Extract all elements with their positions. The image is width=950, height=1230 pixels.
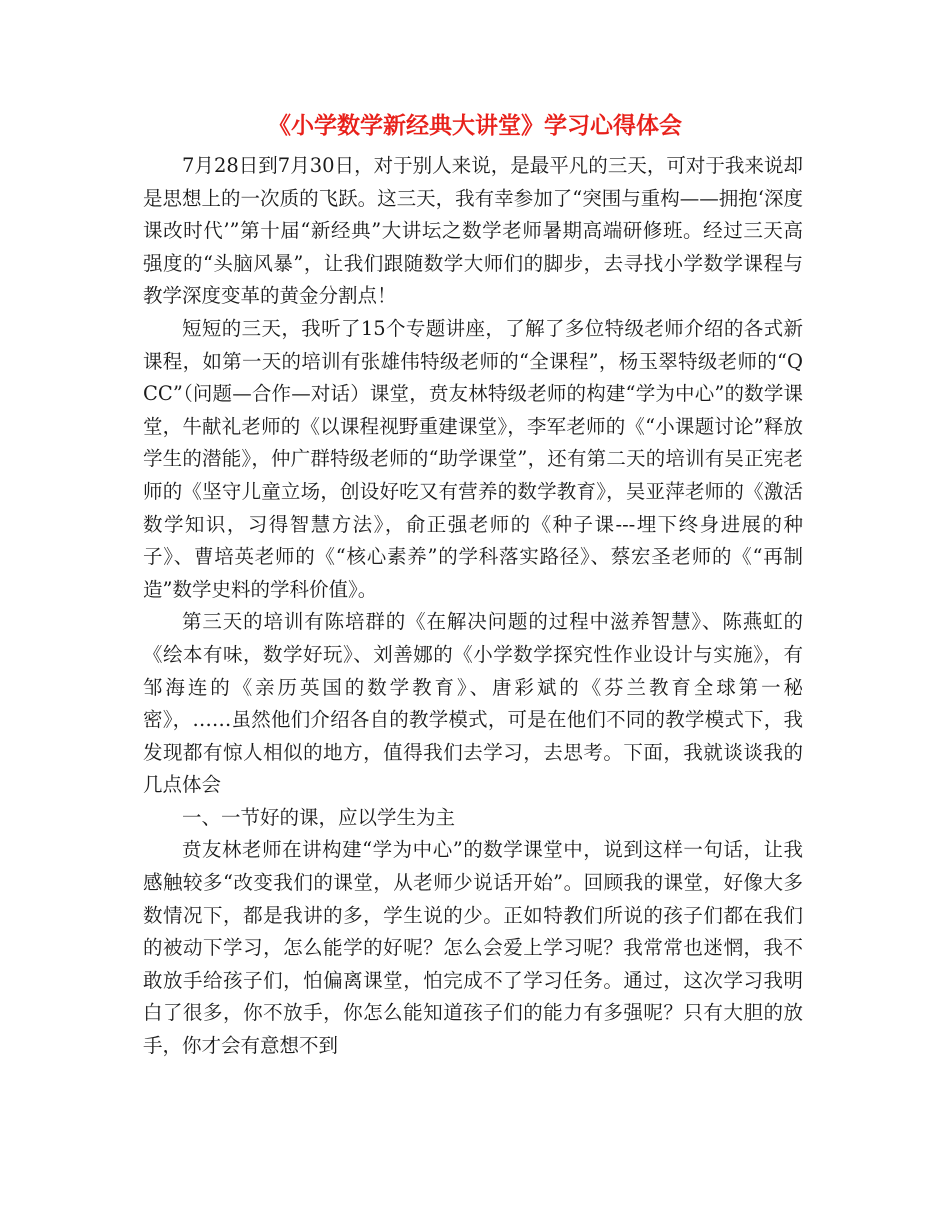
paragraph: 贲友林老师在讲构建“学为中心”的数学课堂中，说到这样一句话，让我感触较多“改变我们的课堂，从老师少说话开始”。回顾我的课堂，好像大多数情况下，都是我讲的多，学生说的少。正如特教们所说的孩子们都在我们的被动下学习，怎么能学的好呢？怎么会爱上学习呢？我常常也迷惘，我不敢放手给孩子们，怕偏离课堂，怕完成不了学习任务。通过，这次学习我明白了很多，你不放手，你怎么能知道孩子们的能力有多强呢？只有大胆的放手，你才会有意想不到 bbox=[143, 838, 803, 1058]
section-heading: 一、一节好的课，应以学生为主 bbox=[182, 805, 456, 829]
paragraph: 短短的三天，我听了15个专题讲座，了解了多位特级老师介绍的各式新课程，如第一天的培训有张雄伟特级老师的“全课程”，杨玉翠特级老师的“QCC”（问题—合作—对话）课堂，贲友林特级老师的构建“学为中心”的数学课堂，牛献礼老师的《以课程视野重建课堂》，李军老师的《“小课题讨论”释放学生的潜能》，仲广群特级老师的“助学课堂”，还有第二天的培训有吴正宪老师的《坚守儿童立场，创设好吃又有营养的数学教育》，吴亚萍老师的《激活数学知识，习得智慧方法》，俞正强老师的《种子课---埋下终身进展的种子》、曹培英老师的《“核心素养”的学科落实路径》、蔡宏圣老师的《“再制造”数学史料的学科价值》。 bbox=[143, 316, 803, 601]
paragraph: 7月28日到7月30日，对于别人来说，是最平凡的三天，可对于我来说却是思想上的一次质的飞跃。这三天，我有幸参加了“突围与重构——拥抱‘深度课改时代’”第十届“新经典”大讲坛之数学老师暑期高端研修班。经过三天高强度的“头脑风暴”，让我们跟随数学大师们的脚步，去寻找小学数学课程与教学深度变革的黄金分割点！ bbox=[143, 154, 803, 308]
document-body bbox=[143, 150, 803, 1063]
paragraph: 第三天的培训有陈培群的《在解决问题的过程中滋养智慧》、陈燕虹的《绘本有味，数学好玩》、刘善娜的《小学数学探究性作业设计与实施》，有邹海连的《亲历英国的数学教育》、唐彩斌的《芬兰教育全球第一秘密》，……虽然他们介绍各自的教学模式，可是在他们不同的教学模式下，我发现都有惊人相似的地方，值得我们去学习，去思考。下面，我就谈谈我的几点体会 bbox=[143, 610, 803, 797]
document-title: 《小学数学新经典大讲堂》学习心得体会 bbox=[268, 113, 682, 139]
